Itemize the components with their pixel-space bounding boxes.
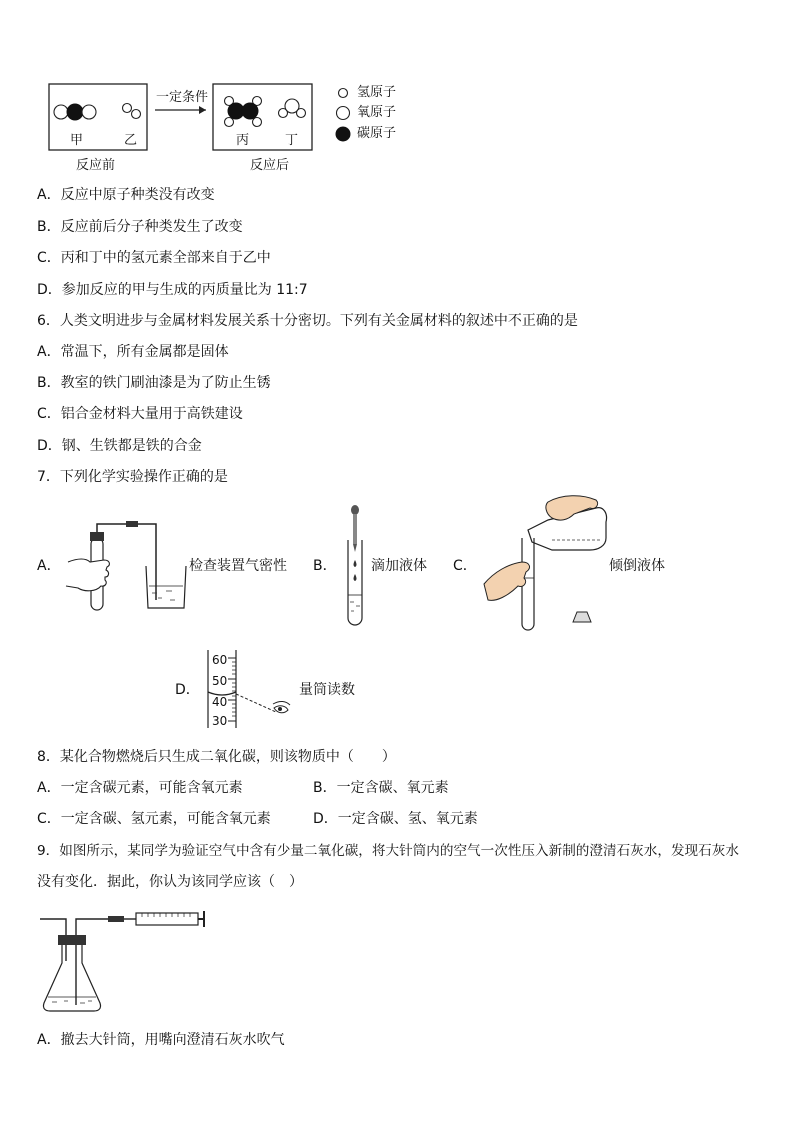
q7-stem: 7．下列化学实验操作正确的是 — [37, 469, 228, 485]
reaction-diagram — [0, 0, 794, 180]
label-yi: 乙 — [124, 133, 138, 148]
syringe-flask-illustration — [36, 905, 216, 1015]
cylinder-mark-30: 30 — [212, 714, 228, 728]
q8-option-c[interactable]: C．一定含碳、氢元素，可能含氧元素 — [37, 811, 271, 827]
hydrogen-atom — [253, 118, 262, 127]
q8-option-a[interactable]: A．一定含碳元素，可能含氧元素 — [37, 780, 243, 796]
hydrogen-atom — [132, 110, 141, 119]
dropper-illustration — [335, 500, 375, 630]
legend-hydrogen-icon — [339, 89, 348, 98]
q7-option-d-letter[interactable]: D． — [175, 682, 200, 698]
legend-carbon-label: 碳原子 — [357, 126, 397, 141]
legend-oxygen-label: 氧原子 — [357, 105, 397, 120]
legend-oxygen-icon — [337, 107, 350, 120]
q7-option-c-caption: 倾倒液体 — [609, 558, 665, 574]
label-jia: 甲 — [70, 133, 84, 148]
q7-option-a-caption: 检查装置气密性 — [189, 558, 287, 574]
q7-option-a-letter[interactable]: A． — [37, 558, 61, 574]
carbon-atom — [67, 104, 84, 121]
q7-option-c-letter[interactable]: C． — [453, 558, 477, 574]
cylinder-mark-40: 40 — [212, 695, 228, 709]
q7-option-d-caption: 量筒读数 — [299, 682, 355, 698]
hydrogen-atom — [123, 104, 132, 113]
legend-hydrogen-label: 氢原子 — [357, 85, 397, 100]
hand-icon — [66, 559, 109, 591]
hand-icon — [484, 562, 529, 600]
q9-stem-line-2: 没有变化．据此，你认为该同学应该（ ） — [37, 874, 303, 890]
legend-carbon-icon — [336, 127, 351, 142]
arrow-label: 一定条件 — [156, 90, 209, 105]
q5-option-c[interactable]: C．丙和丁中的氢元素全部来自于乙中 — [37, 250, 271, 266]
label-ding: 丁 — [285, 133, 299, 148]
airtightness-check-illustration — [60, 500, 210, 620]
q7-option-b-caption: 滴加液体 — [371, 558, 427, 574]
hydrogen-atom — [297, 109, 306, 118]
q5-option-d[interactable]: D．参加反应的甲与生成的丙质量比为 11:7 — [37, 282, 308, 298]
carbon-atom — [242, 103, 259, 120]
q6-option-b[interactable]: B．教室的铁门刷油漆是为了防止生锈 — [37, 375, 271, 391]
q9-option-a[interactable]: A．撤去大针筒，用嘴向澄清石灰水吹气 — [37, 1032, 285, 1048]
q8-option-d[interactable]: D．一定含碳、氢、氧元素 — [313, 811, 478, 827]
q6-option-d[interactable]: D．钢、生铁都是铁的合金 — [37, 438, 202, 454]
q5-option-b[interactable]: B．反应前后分子种类发生了改变 — [37, 219, 243, 235]
cylinder-mark-50: 50 — [212, 674, 228, 688]
q7-option-b-letter[interactable]: B． — [313, 558, 337, 574]
q6-stem: 6．人类文明进步与金属材料发展关系十分密切。下列有关金属材料的叙述中不正确的是 — [37, 313, 578, 329]
stopper-icon — [573, 612, 591, 622]
oxygen-atom — [54, 105, 68, 119]
q6-option-c[interactable]: C．铝合金材料大量用于高铁建设 — [37, 406, 243, 422]
hydrogen-atom — [225, 118, 234, 127]
q9-stem-line-1: 9．如图所示，某同学为验证空气中含有少量二氧化碳，将大针筒内的空气一次性压入新制的澄清石灰水，发现石灰水 — [37, 843, 739, 859]
q5-option-a[interactable]: A．反应中原子种类没有改变 — [37, 187, 215, 203]
caption-after: 反应后 — [250, 158, 290, 173]
pouring-liquid-illustration — [478, 492, 618, 632]
q8-stem: 8．某化合物燃烧后只生成二氧化碳，则该物质中（ ） — [37, 749, 396, 765]
cylinder-mark-60: 60 — [212, 653, 228, 667]
q6-option-a[interactable]: A．常温下，所有金属都是固体 — [37, 344, 229, 360]
q8-option-b[interactable]: B．一定含碳、氧元素 — [313, 780, 449, 796]
arrow-head-icon — [199, 106, 206, 114]
oxygen-atom — [82, 105, 96, 119]
caption-before: 反应前 — [76, 158, 116, 173]
label-bing: 丙 — [236, 133, 250, 148]
